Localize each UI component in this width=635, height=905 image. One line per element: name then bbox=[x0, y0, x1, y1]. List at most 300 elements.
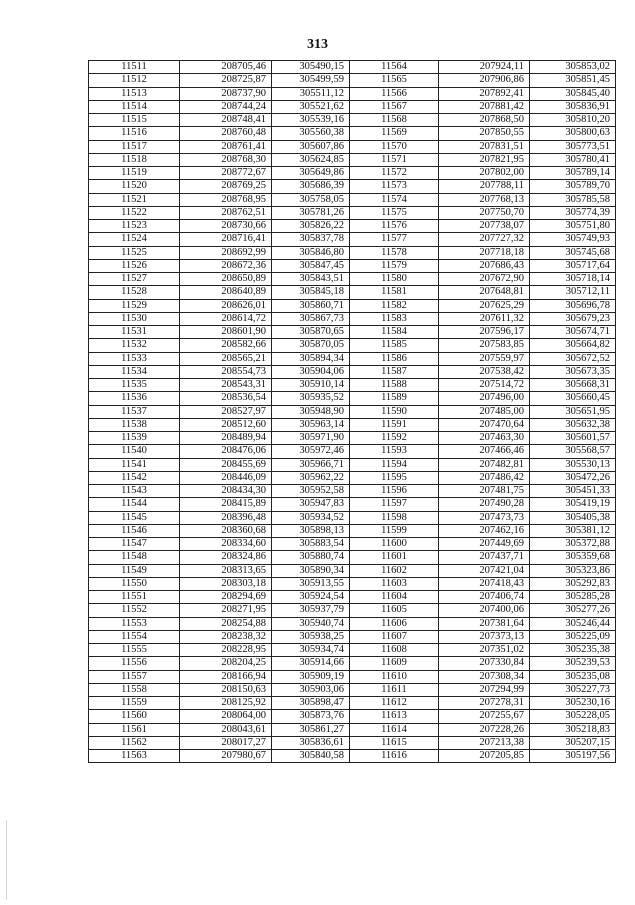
table-row bbox=[89, 710, 616, 723]
table-row bbox=[89, 326, 616, 339]
x-coordinate-cell: 208730,66 bbox=[180, 220, 272, 233]
table-row bbox=[89, 432, 616, 445]
x-coordinate-cell: 207486,42 bbox=[439, 471, 530, 484]
x-coordinate-cell: 207611,32 bbox=[439, 312, 530, 325]
point-number-cell: 11565 bbox=[350, 74, 439, 87]
point-number-cell: 11550 bbox=[89, 577, 180, 590]
x-coordinate-cell: 207421,04 bbox=[439, 564, 530, 577]
point-number-cell: 11583 bbox=[350, 312, 439, 325]
table-row bbox=[89, 127, 616, 140]
table-row bbox=[89, 683, 616, 696]
y-coordinate-cell: 305947,83 bbox=[272, 498, 350, 511]
point-number-cell: 11569 bbox=[350, 127, 439, 140]
x-coordinate-cell: 207351,02 bbox=[439, 644, 530, 657]
table-row bbox=[89, 299, 616, 312]
point-number-cell: 11585 bbox=[350, 339, 439, 352]
coordinates-table-body bbox=[89, 61, 616, 763]
table-row bbox=[89, 286, 616, 299]
table-row bbox=[89, 498, 616, 511]
table-row bbox=[89, 551, 616, 564]
x-coordinate-cell: 208582,66 bbox=[180, 339, 272, 352]
y-coordinate-cell: 305937,79 bbox=[272, 604, 350, 617]
table-row bbox=[89, 180, 616, 193]
table-row bbox=[89, 365, 616, 378]
y-coordinate-cell: 305235,08 bbox=[530, 670, 616, 683]
point-number-cell: 11599 bbox=[350, 524, 439, 537]
point-number-cell: 11608 bbox=[350, 644, 439, 657]
table-row bbox=[89, 246, 616, 259]
point-number-cell: 11607 bbox=[350, 630, 439, 643]
point-number-cell: 11602 bbox=[350, 564, 439, 577]
y-coordinate-cell: 305780,41 bbox=[530, 153, 616, 166]
point-number-cell: 11512 bbox=[89, 74, 180, 87]
x-coordinate-cell: 207868,50 bbox=[439, 114, 530, 127]
y-coordinate-cell: 305664,82 bbox=[530, 339, 616, 352]
y-coordinate-cell: 305914,66 bbox=[272, 657, 350, 670]
x-coordinate-cell: 207308,34 bbox=[439, 670, 530, 683]
y-coordinate-cell: 305239,53 bbox=[530, 657, 616, 670]
point-number-cell: 11526 bbox=[89, 259, 180, 272]
x-coordinate-cell: 208125,92 bbox=[180, 697, 272, 710]
x-coordinate-cell: 208762,51 bbox=[180, 206, 272, 219]
y-coordinate-cell: 305230,16 bbox=[530, 697, 616, 710]
y-coordinate-cell: 305751,80 bbox=[530, 220, 616, 233]
page-number: 313 bbox=[307, 37, 328, 52]
point-number-cell: 11558 bbox=[89, 683, 180, 696]
y-coordinate-cell: 305774,39 bbox=[530, 206, 616, 219]
y-coordinate-cell: 305235,38 bbox=[530, 644, 616, 657]
table-row bbox=[89, 220, 616, 233]
x-coordinate-cell: 208772,67 bbox=[180, 167, 272, 180]
table-row bbox=[89, 339, 616, 352]
point-number-cell: 11525 bbox=[89, 246, 180, 259]
y-coordinate-cell: 305207,15 bbox=[530, 736, 616, 749]
table-row bbox=[89, 458, 616, 471]
point-number-cell: 11528 bbox=[89, 286, 180, 299]
x-coordinate-cell: 208396,48 bbox=[180, 511, 272, 524]
table-row bbox=[89, 74, 616, 87]
x-coordinate-cell: 207463,30 bbox=[439, 432, 530, 445]
x-coordinate-cell: 207213,38 bbox=[439, 736, 530, 749]
y-coordinate-cell: 305246,44 bbox=[530, 617, 616, 630]
x-coordinate-cell: 207462,16 bbox=[439, 524, 530, 537]
y-coordinate-cell: 305686,39 bbox=[272, 180, 350, 193]
y-coordinate-cell: 305935,52 bbox=[272, 392, 350, 405]
x-coordinate-cell: 207514,72 bbox=[439, 379, 530, 392]
point-number-cell: 11521 bbox=[89, 193, 180, 206]
table-row bbox=[89, 114, 616, 127]
y-coordinate-cell: 305673,35 bbox=[530, 365, 616, 378]
point-number-cell: 11597 bbox=[350, 498, 439, 511]
table-row bbox=[89, 153, 616, 166]
y-coordinate-cell: 305861,27 bbox=[272, 723, 350, 736]
y-coordinate-cell: 305773,51 bbox=[530, 140, 616, 153]
point-number-cell: 11577 bbox=[350, 233, 439, 246]
point-number-cell: 11538 bbox=[89, 418, 180, 431]
x-coordinate-cell: 207750,70 bbox=[439, 206, 530, 219]
table-row bbox=[89, 736, 616, 749]
point-number-cell: 11535 bbox=[89, 379, 180, 392]
x-coordinate-cell: 208554,73 bbox=[180, 365, 272, 378]
table-row bbox=[89, 405, 616, 418]
point-number-cell: 11598 bbox=[350, 511, 439, 524]
x-coordinate-cell: 208313,65 bbox=[180, 564, 272, 577]
x-coordinate-cell: 208761,41 bbox=[180, 140, 272, 153]
x-coordinate-cell: 207718,18 bbox=[439, 246, 530, 259]
y-coordinate-cell: 305836,91 bbox=[530, 100, 616, 113]
x-coordinate-cell: 208748,41 bbox=[180, 114, 272, 127]
x-coordinate-cell: 207538,42 bbox=[439, 365, 530, 378]
y-coordinate-cell: 305381,12 bbox=[530, 524, 616, 537]
x-coordinate-cell: 207406,74 bbox=[439, 591, 530, 604]
y-coordinate-cell: 305846,80 bbox=[272, 246, 350, 259]
x-coordinate-cell: 207648,81 bbox=[439, 286, 530, 299]
table-row bbox=[89, 591, 616, 604]
x-coordinate-cell: 208434,30 bbox=[180, 485, 272, 498]
table-row bbox=[89, 193, 616, 206]
y-coordinate-cell: 305679,23 bbox=[530, 312, 616, 325]
point-number-cell: 11534 bbox=[89, 365, 180, 378]
y-coordinate-cell: 305227,73 bbox=[530, 683, 616, 696]
x-coordinate-cell: 207802,00 bbox=[439, 167, 530, 180]
y-coordinate-cell: 305845,18 bbox=[272, 286, 350, 299]
y-coordinate-cell: 305826,22 bbox=[272, 220, 350, 233]
point-number-cell: 11588 bbox=[350, 379, 439, 392]
y-coordinate-cell: 305228,05 bbox=[530, 710, 616, 723]
table-row bbox=[89, 670, 616, 683]
point-number-cell: 11603 bbox=[350, 577, 439, 590]
point-number-cell: 11553 bbox=[89, 617, 180, 630]
point-number-cell: 11541 bbox=[89, 458, 180, 471]
x-coordinate-cell: 208614,72 bbox=[180, 312, 272, 325]
point-number-cell: 11611 bbox=[350, 683, 439, 696]
y-coordinate-cell: 305718,14 bbox=[530, 273, 616, 286]
x-coordinate-cell: 208064,00 bbox=[180, 710, 272, 723]
x-coordinate-cell: 207686,43 bbox=[439, 259, 530, 272]
point-number-cell: 11586 bbox=[350, 352, 439, 365]
y-coordinate-cell: 305966,71 bbox=[272, 458, 350, 471]
x-coordinate-cell: 208760,48 bbox=[180, 127, 272, 140]
y-coordinate-cell: 305934,52 bbox=[272, 511, 350, 524]
table-row bbox=[89, 485, 616, 498]
y-coordinate-cell: 305717,64 bbox=[530, 259, 616, 272]
x-coordinate-cell: 207596,17 bbox=[439, 326, 530, 339]
coordinates-table bbox=[88, 60, 616, 763]
point-number-cell: 11591 bbox=[350, 418, 439, 431]
y-coordinate-cell: 305843,51 bbox=[272, 273, 350, 286]
y-coordinate-cell: 305632,38 bbox=[530, 418, 616, 431]
y-coordinate-cell: 305607,86 bbox=[272, 140, 350, 153]
x-coordinate-cell: 207672,90 bbox=[439, 273, 530, 286]
point-number-cell: 11529 bbox=[89, 299, 180, 312]
point-number-cell: 11533 bbox=[89, 352, 180, 365]
y-coordinate-cell: 305924,54 bbox=[272, 591, 350, 604]
y-coordinate-cell: 305749,93 bbox=[530, 233, 616, 246]
table-row bbox=[89, 100, 616, 113]
point-number-cell: 11579 bbox=[350, 259, 439, 272]
x-coordinate-cell: 207400,06 bbox=[439, 604, 530, 617]
y-coordinate-cell: 305851,45 bbox=[530, 74, 616, 87]
y-coordinate-cell: 305971,90 bbox=[272, 432, 350, 445]
table-row bbox=[89, 140, 616, 153]
y-coordinate-cell: 305948,90 bbox=[272, 405, 350, 418]
table-row bbox=[89, 273, 616, 286]
y-coordinate-cell: 305890,34 bbox=[272, 564, 350, 577]
point-number-cell: 11557 bbox=[89, 670, 180, 683]
x-coordinate-cell: 208204,25 bbox=[180, 657, 272, 670]
table-row bbox=[89, 564, 616, 577]
x-coordinate-cell: 207490,28 bbox=[439, 498, 530, 511]
y-coordinate-cell: 305674,71 bbox=[530, 326, 616, 339]
x-coordinate-cell: 207381,64 bbox=[439, 617, 530, 630]
point-number-cell: 11531 bbox=[89, 326, 180, 339]
table-row bbox=[89, 524, 616, 537]
point-number-cell: 11589 bbox=[350, 392, 439, 405]
y-coordinate-cell: 305860,71 bbox=[272, 299, 350, 312]
point-number-cell: 11539 bbox=[89, 432, 180, 445]
x-coordinate-cell: 207278,31 bbox=[439, 697, 530, 710]
x-coordinate-cell: 207470,64 bbox=[439, 418, 530, 431]
y-coordinate-cell: 305789,70 bbox=[530, 180, 616, 193]
point-number-cell: 11564 bbox=[350, 61, 439, 74]
y-coordinate-cell: 305913,55 bbox=[272, 577, 350, 590]
point-number-cell: 11511 bbox=[89, 61, 180, 74]
x-coordinate-cell: 207449,69 bbox=[439, 538, 530, 551]
point-number-cell: 11559 bbox=[89, 697, 180, 710]
point-number-cell: 11522 bbox=[89, 206, 180, 219]
x-coordinate-cell: 208650,89 bbox=[180, 273, 272, 286]
y-coordinate-cell: 305972,46 bbox=[272, 445, 350, 458]
x-coordinate-cell: 208725,87 bbox=[180, 74, 272, 87]
table-row bbox=[89, 352, 616, 365]
point-number-cell: 11555 bbox=[89, 644, 180, 657]
point-number-cell: 11552 bbox=[89, 604, 180, 617]
table-row bbox=[89, 418, 616, 431]
y-coordinate-cell: 305785,58 bbox=[530, 193, 616, 206]
y-coordinate-cell: 305894,34 bbox=[272, 352, 350, 365]
y-coordinate-cell: 305712,11 bbox=[530, 286, 616, 299]
point-number-cell: 11532 bbox=[89, 339, 180, 352]
y-coordinate-cell: 305810,20 bbox=[530, 114, 616, 127]
table-row bbox=[89, 206, 616, 219]
point-number-cell: 11573 bbox=[350, 180, 439, 193]
table-row bbox=[89, 445, 616, 458]
point-number-cell: 11566 bbox=[350, 87, 439, 100]
x-coordinate-cell: 208254,88 bbox=[180, 617, 272, 630]
y-coordinate-cell: 305800,63 bbox=[530, 127, 616, 140]
point-number-cell: 11614 bbox=[350, 723, 439, 736]
point-number-cell: 11596 bbox=[350, 485, 439, 498]
table-row bbox=[89, 471, 616, 484]
point-number-cell: 11568 bbox=[350, 114, 439, 127]
point-number-cell: 11524 bbox=[89, 233, 180, 246]
table-row bbox=[89, 167, 616, 180]
point-number-cell: 11605 bbox=[350, 604, 439, 617]
point-number-cell: 11547 bbox=[89, 538, 180, 551]
y-coordinate-cell: 305490,15 bbox=[272, 61, 350, 74]
point-number-cell: 11593 bbox=[350, 445, 439, 458]
point-number-cell: 11594 bbox=[350, 458, 439, 471]
x-coordinate-cell: 207583,85 bbox=[439, 339, 530, 352]
x-coordinate-cell: 208324,86 bbox=[180, 551, 272, 564]
point-number-cell: 11523 bbox=[89, 220, 180, 233]
x-coordinate-cell: 207466,46 bbox=[439, 445, 530, 458]
point-number-cell: 11562 bbox=[89, 736, 180, 749]
point-number-cell: 11543 bbox=[89, 485, 180, 498]
point-number-cell: 11595 bbox=[350, 471, 439, 484]
table-row bbox=[89, 233, 616, 246]
x-coordinate-cell: 208476,06 bbox=[180, 445, 272, 458]
point-number-cell: 11581 bbox=[350, 286, 439, 299]
y-coordinate-cell: 305672,52 bbox=[530, 352, 616, 365]
x-coordinate-cell: 208640,89 bbox=[180, 286, 272, 299]
y-coordinate-cell: 305539,16 bbox=[272, 114, 350, 127]
y-coordinate-cell: 305651,95 bbox=[530, 405, 616, 418]
point-number-cell: 11519 bbox=[89, 167, 180, 180]
y-coordinate-cell: 305660,45 bbox=[530, 392, 616, 405]
table-row bbox=[89, 697, 616, 710]
y-coordinate-cell: 305277,26 bbox=[530, 604, 616, 617]
x-coordinate-cell: 208415,89 bbox=[180, 498, 272, 511]
y-coordinate-cell: 305940,74 bbox=[272, 617, 350, 630]
table-row bbox=[89, 538, 616, 551]
x-coordinate-cell: 207418,43 bbox=[439, 577, 530, 590]
point-number-cell: 11530 bbox=[89, 312, 180, 325]
x-coordinate-cell: 208536,54 bbox=[180, 392, 272, 405]
point-number-cell: 11536 bbox=[89, 392, 180, 405]
x-coordinate-cell: 207294,99 bbox=[439, 683, 530, 696]
point-number-cell: 11563 bbox=[89, 750, 180, 763]
table-row bbox=[89, 657, 616, 670]
table-row bbox=[89, 617, 616, 630]
y-coordinate-cell: 305372,88 bbox=[530, 538, 616, 551]
x-coordinate-cell: 208017,27 bbox=[180, 736, 272, 749]
x-coordinate-cell: 207228,26 bbox=[439, 723, 530, 736]
point-number-cell: 11560 bbox=[89, 710, 180, 723]
y-coordinate-cell: 305934,74 bbox=[272, 644, 350, 657]
y-coordinate-cell: 305963,14 bbox=[272, 418, 350, 431]
x-coordinate-cell: 207892,41 bbox=[439, 87, 530, 100]
point-number-cell: 11601 bbox=[350, 551, 439, 564]
point-number-cell: 11575 bbox=[350, 206, 439, 219]
point-number-cell: 11540 bbox=[89, 445, 180, 458]
y-coordinate-cell: 305745,68 bbox=[530, 246, 616, 259]
y-coordinate-cell: 305847,45 bbox=[272, 259, 350, 272]
y-coordinate-cell: 305521,62 bbox=[272, 100, 350, 113]
y-coordinate-cell: 305870,05 bbox=[272, 339, 350, 352]
y-coordinate-cell: 305696,78 bbox=[530, 299, 616, 312]
table-row bbox=[89, 312, 616, 325]
x-coordinate-cell: 207850,55 bbox=[439, 127, 530, 140]
x-coordinate-cell: 208705,46 bbox=[180, 61, 272, 74]
x-coordinate-cell: 208512,60 bbox=[180, 418, 272, 431]
y-coordinate-cell: 305962,22 bbox=[272, 471, 350, 484]
point-number-cell: 11584 bbox=[350, 326, 439, 339]
point-number-cell: 11572 bbox=[350, 167, 439, 180]
x-coordinate-cell: 208238,32 bbox=[180, 630, 272, 643]
y-coordinate-cell: 305898,13 bbox=[272, 524, 350, 537]
y-coordinate-cell: 305472,26 bbox=[530, 471, 616, 484]
x-coordinate-cell: 208626,01 bbox=[180, 299, 272, 312]
x-coordinate-cell: 207738,07 bbox=[439, 220, 530, 233]
table-row bbox=[89, 87, 616, 100]
x-coordinate-cell: 208768,30 bbox=[180, 153, 272, 166]
y-coordinate-cell: 305853,02 bbox=[530, 61, 616, 74]
point-number-cell: 11609 bbox=[350, 657, 439, 670]
table-row bbox=[89, 644, 616, 657]
x-coordinate-cell: 208334,60 bbox=[180, 538, 272, 551]
x-coordinate-cell: 207485,00 bbox=[439, 405, 530, 418]
table-row bbox=[89, 61, 616, 74]
y-coordinate-cell: 305904,06 bbox=[272, 365, 350, 378]
y-coordinate-cell: 305845,40 bbox=[530, 87, 616, 100]
x-coordinate-cell: 207980,67 bbox=[180, 750, 272, 763]
x-coordinate-cell: 208744,24 bbox=[180, 100, 272, 113]
y-coordinate-cell: 305197,56 bbox=[530, 750, 616, 763]
point-number-cell: 11570 bbox=[350, 140, 439, 153]
x-coordinate-cell: 208294,69 bbox=[180, 591, 272, 604]
x-coordinate-cell: 208527,97 bbox=[180, 405, 272, 418]
y-coordinate-cell: 305903,06 bbox=[272, 683, 350, 696]
point-number-cell: 11613 bbox=[350, 710, 439, 723]
y-coordinate-cell: 305568,57 bbox=[530, 445, 616, 458]
y-coordinate-cell: 305285,28 bbox=[530, 591, 616, 604]
x-coordinate-cell: 208768,95 bbox=[180, 193, 272, 206]
point-number-cell: 11518 bbox=[89, 153, 180, 166]
x-coordinate-cell: 207330,84 bbox=[439, 657, 530, 670]
table-row bbox=[89, 723, 616, 736]
x-coordinate-cell: 207559,97 bbox=[439, 352, 530, 365]
x-coordinate-cell: 207625,29 bbox=[439, 299, 530, 312]
x-coordinate-cell: 207727,32 bbox=[439, 233, 530, 246]
point-number-cell: 11615 bbox=[350, 736, 439, 749]
point-number-cell: 11542 bbox=[89, 471, 180, 484]
point-number-cell: 11549 bbox=[89, 564, 180, 577]
x-coordinate-cell: 207496,00 bbox=[439, 392, 530, 405]
y-coordinate-cell: 305624,85 bbox=[272, 153, 350, 166]
y-coordinate-cell: 305781,26 bbox=[272, 206, 350, 219]
x-coordinate-cell: 208360,68 bbox=[180, 524, 272, 537]
point-number-cell: 11537 bbox=[89, 405, 180, 418]
table-row bbox=[89, 577, 616, 590]
x-coordinate-cell: 207831,51 bbox=[439, 140, 530, 153]
point-number-cell: 11527 bbox=[89, 273, 180, 286]
point-number-cell: 11516 bbox=[89, 127, 180, 140]
y-coordinate-cell: 305649,86 bbox=[272, 167, 350, 180]
point-number-cell: 11544 bbox=[89, 498, 180, 511]
y-coordinate-cell: 305601,57 bbox=[530, 432, 616, 445]
y-coordinate-cell: 305530,13 bbox=[530, 458, 616, 471]
x-coordinate-cell: 208672,36 bbox=[180, 259, 272, 272]
y-coordinate-cell: 305758,05 bbox=[272, 193, 350, 206]
x-coordinate-cell: 208271,95 bbox=[180, 604, 272, 617]
y-coordinate-cell: 305910,14 bbox=[272, 379, 350, 392]
x-coordinate-cell: 208716,41 bbox=[180, 233, 272, 246]
y-coordinate-cell: 305419,19 bbox=[530, 498, 616, 511]
point-number-cell: 11587 bbox=[350, 365, 439, 378]
point-number-cell: 11600 bbox=[350, 538, 439, 551]
y-coordinate-cell: 305870,65 bbox=[272, 326, 350, 339]
point-number-cell: 11604 bbox=[350, 591, 439, 604]
x-coordinate-cell: 208446,09 bbox=[180, 471, 272, 484]
x-coordinate-cell: 207437,71 bbox=[439, 551, 530, 564]
x-coordinate-cell: 208150,63 bbox=[180, 683, 272, 696]
y-coordinate-cell: 305511,12 bbox=[272, 87, 350, 100]
x-coordinate-cell: 207255,67 bbox=[439, 710, 530, 723]
x-coordinate-cell: 208565,21 bbox=[180, 352, 272, 365]
y-coordinate-cell: 305867,73 bbox=[272, 312, 350, 325]
point-number-cell: 11546 bbox=[89, 524, 180, 537]
